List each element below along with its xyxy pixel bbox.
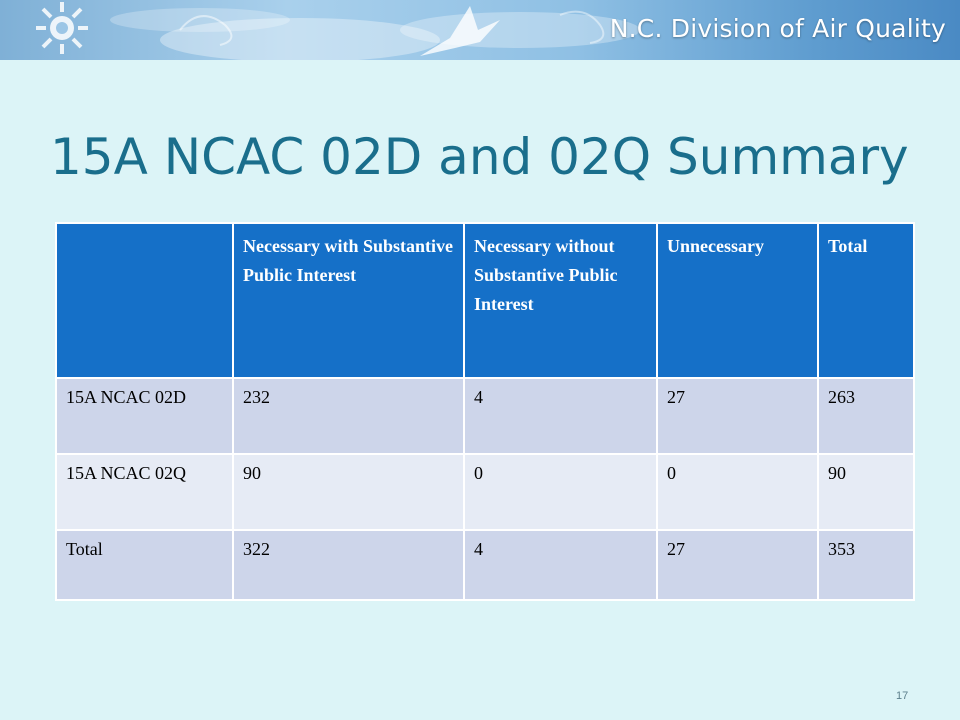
table-cell: 90	[233, 454, 464, 530]
table-cell: 353	[818, 530, 914, 600]
header-cell-blank	[56, 223, 233, 378]
cloud-shape	[400, 12, 640, 48]
header-cell-necessary-without: Necessary without Substantive Public Interest	[464, 223, 657, 378]
table-row	[56, 378, 914, 454]
page-number: 17	[896, 690, 909, 702]
table-cell: 4	[464, 530, 657, 600]
header-banner	[0, 0, 960, 60]
table-cell: 0	[464, 454, 657, 530]
table-cell: 322	[233, 530, 464, 600]
table-cell: 232	[233, 378, 464, 454]
summary-table	[55, 222, 915, 601]
table-header-row	[56, 223, 914, 378]
table-cell: 27	[657, 530, 818, 600]
table-cell: 263	[818, 378, 914, 454]
table-cell: 0	[657, 454, 818, 530]
sun-icon	[36, 2, 88, 54]
table-cell: 27	[657, 378, 818, 454]
table-row	[56, 454, 914, 530]
table-cell: 4	[464, 378, 657, 454]
table-row	[56, 530, 914, 600]
row-label: 15A NCAC 02Q	[56, 454, 233, 530]
slide-title: 15A NCAC 02D and 02Q Summary	[50, 128, 909, 186]
table-cell: 90	[818, 454, 914, 530]
header-cell-necessary-with: Necessary with Substantive Public Interest	[233, 223, 464, 378]
row-label: 15A NCAC 02D	[56, 378, 233, 454]
cloud-shape	[110, 8, 290, 32]
header-cell-total: Total	[818, 223, 914, 378]
organization-name: N.C. Division of Air Quality	[609, 14, 946, 43]
header-cell-unnecessary: Unnecessary	[657, 223, 818, 378]
row-label: Total	[56, 530, 233, 600]
